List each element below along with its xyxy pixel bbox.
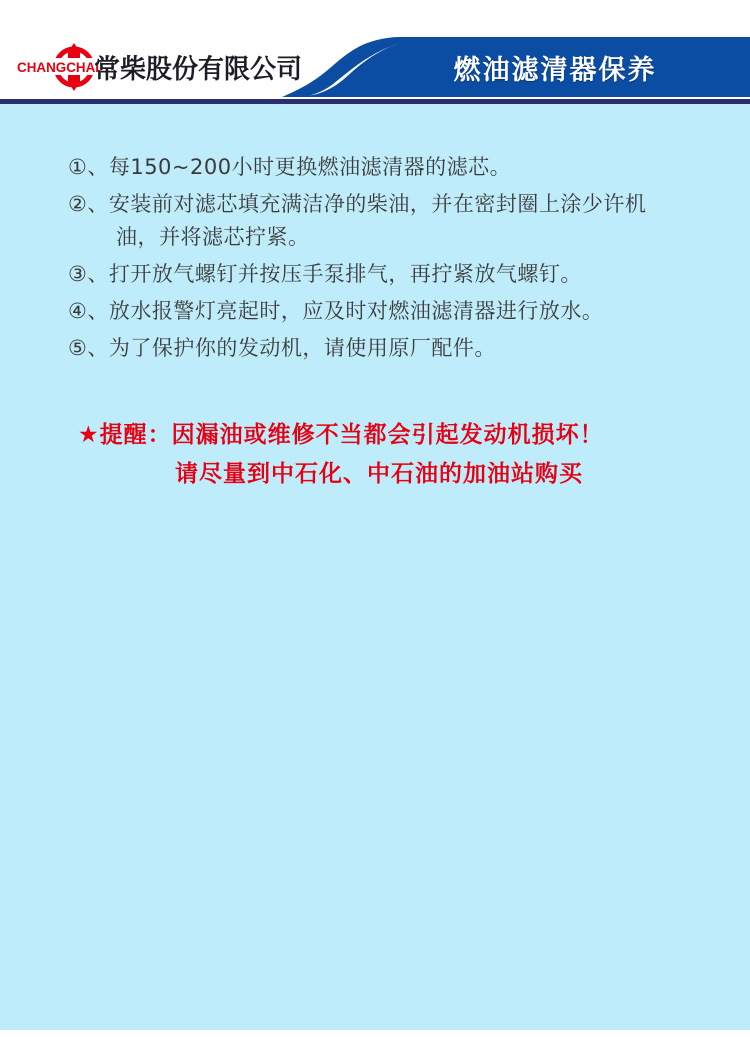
warning-line-2: 请尽量到中石化、中石油的加油站购买 [175,461,583,487]
instruction-item-5 [68,332,668,365]
footer-margin [0,1030,750,1061]
item-text: 打开放气螺钉并按压手泵排气，再拧紧放气螺钉。 [108,262,582,286]
item-text: 安装前对滤芯填充满洁净的柴油，并在密封圈上涂少许机油，并将滤芯拧紧。 [108,192,647,249]
page-title: 燃油滤清器保养 [453,54,657,86]
item-marker: ③、 [68,262,109,286]
instruction-item-3 [68,258,668,291]
item-marker: ②、 [68,192,109,216]
header-separator-line [0,97,750,104]
content-area [0,104,750,1030]
instruction-item-4 [68,295,668,328]
item-text: 每150~200小时更换燃油滤清器的滤芯。 [108,155,512,179]
item-marker: ④、 [68,299,109,323]
instruction-item-1 [68,151,668,184]
company-name: 常柴股份有限公司 [94,54,303,86]
warning-line-1: ★提醒：因漏油或维修不当都会引起发动机损坏！ [78,422,604,448]
instruction-list [68,151,668,369]
item-text: 为了保护你的发动机，请使用原厂配件。 [108,336,496,360]
instruction-item-2 [68,188,668,254]
item-marker: ⑤、 [68,336,109,360]
warning-notice [78,416,698,494]
item-marker: ①、 [68,155,109,179]
logo-brand-text: CHANGCHAI [17,59,99,75]
item-text: 放水报警灯亮起时，应及时对燃油滤清器进行放水。 [108,299,604,323]
